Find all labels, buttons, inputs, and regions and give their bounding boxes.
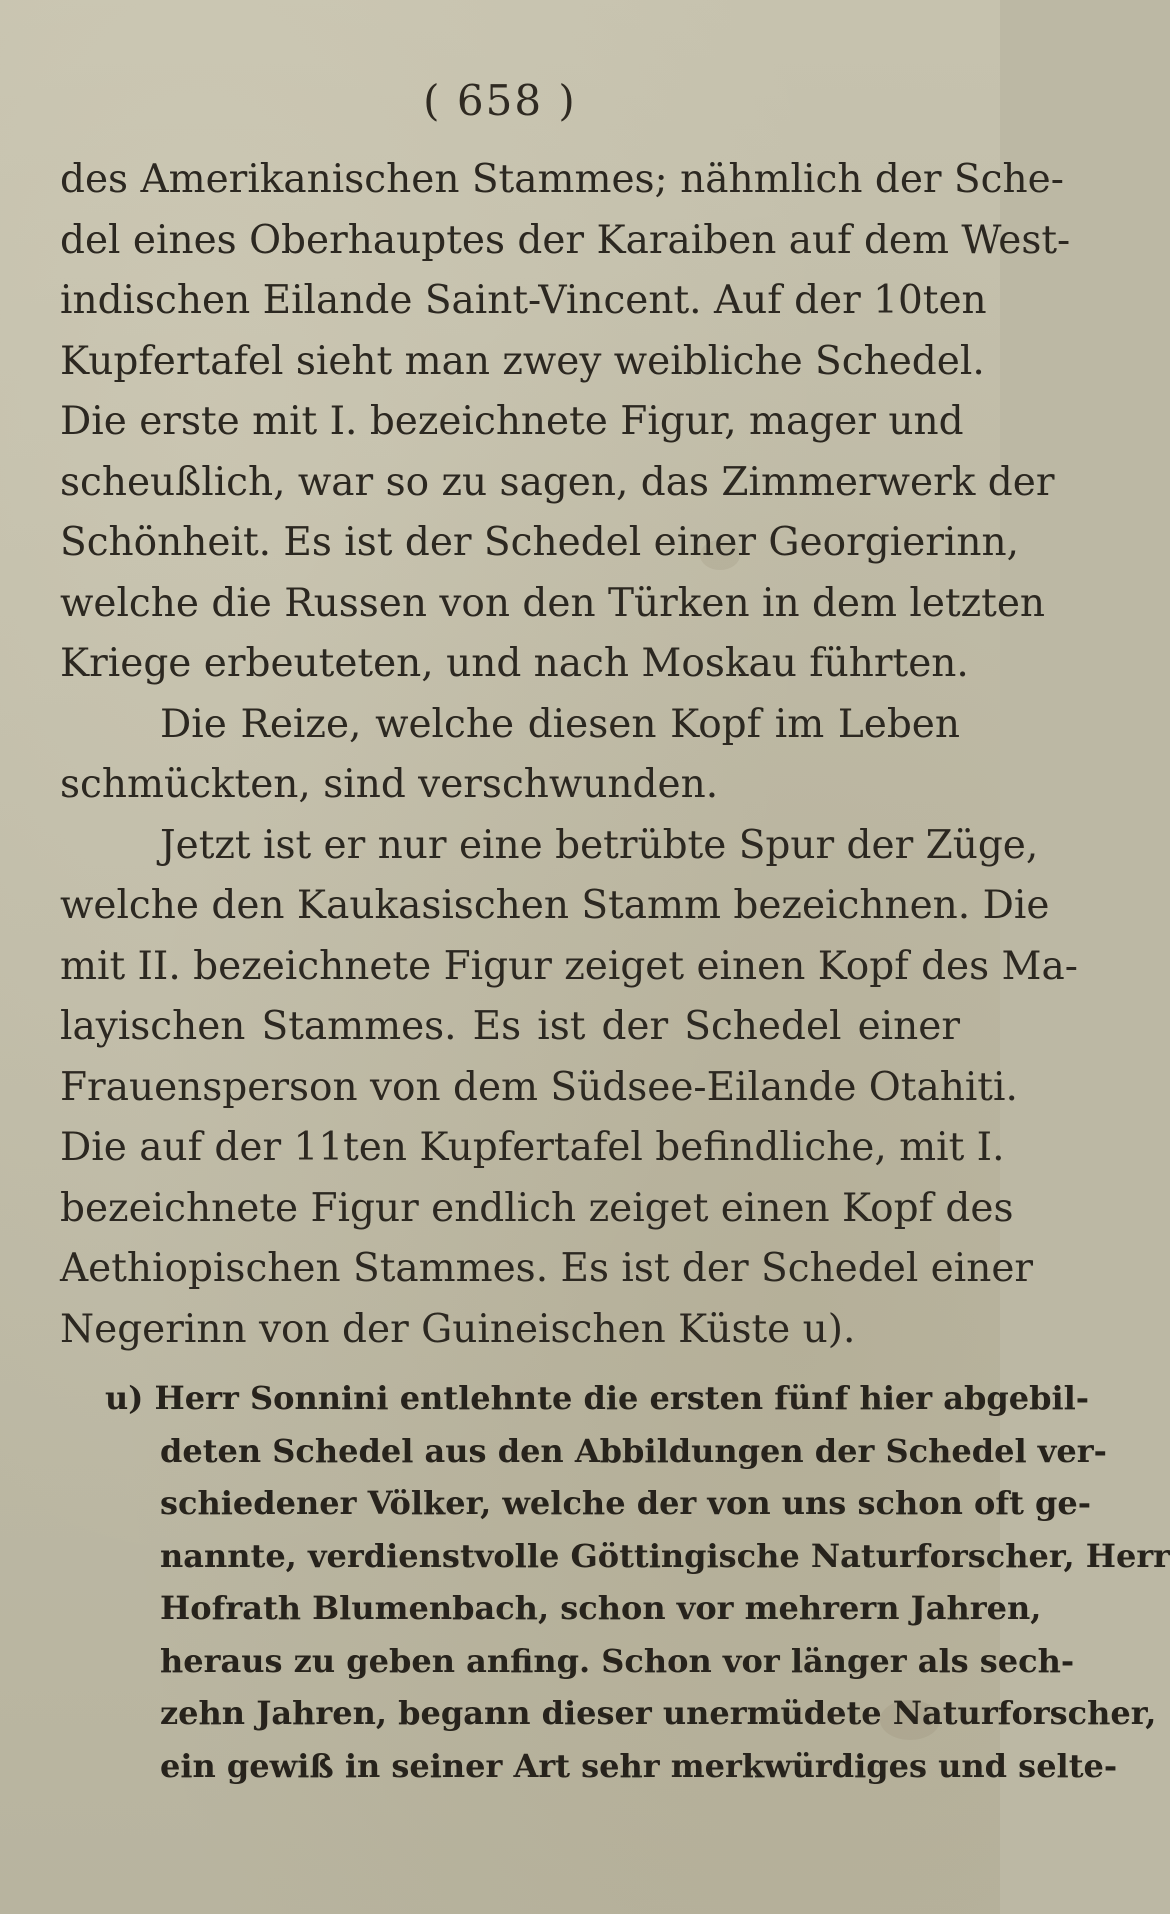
footnote-line: ein gewiß in seiner Art sehr merkwürdiges und selte- [160, 1746, 1118, 1785]
footnote-line: schiedener Völker, welche der von uns schon oft ge- [160, 1484, 1092, 1522]
text-line: Die auf der 11ten Kupfertafel befindliche, mit I. [60, 1125, 1005, 1170]
footnote-block [105, 1372, 1170, 1792]
paragraph-first-line: Die Reize, welche diesen Kopf im Leben [160, 701, 960, 747]
text-line: del eines Oberhauptes der Karaiben auf dem West- [60, 217, 1071, 263]
text-line: bezeichnete Figur endlich zeiget einen Kopf des [60, 1185, 1014, 1231]
paragraph-first-line: Jetzt ist er nur eine betrübte Spur der Züge, [160, 822, 1039, 868]
footnote-line: heraus zu geben anfing. Schon vor länger als sech- [160, 1641, 1075, 1680]
footnote-line: zehn Jahren, begann dieser unermüdete Naturforscher, [160, 1694, 1157, 1732]
text-line: Negerinn von der Guineischen Küste u). [60, 1306, 856, 1352]
text-line: Schönheit. Es ist der Schedel einer Georgierinn, [60, 520, 1020, 565]
text-line: Aethiopischen Stammes. Es ist der Schedel einer [60, 1246, 1034, 1291]
footnote-line: Hofrath Blumenbach, schon vor mehrern Jahren, [160, 1589, 1042, 1627]
text-line: scheußlich, war so zu sagen, das Zimmerwerk der [60, 459, 1055, 505]
text-line: layischen Stammes. Es ist der Schedel einer [60, 1004, 960, 1049]
text-line: schmückten, sind verschwunden. [60, 762, 719, 807]
text-line: indischen Eilande Saint-Vincent. Auf der 10ten [60, 278, 987, 323]
page-number: ( 658 ) [423, 76, 577, 125]
footnote-line: u) Herr Sonnini entlehnte die ersten fünf hier abgebil- [105, 1379, 1090, 1417]
text-line: Die erste mit I. bezeichnete Figur, mager und [60, 399, 964, 444]
text-line: mit II. bezeichnete Figur zeiget einen Kopf des Ma- [60, 943, 1078, 989]
text-line: welche den Kaukasischen Stamm bezeichnen. Die [60, 883, 1050, 928]
text-line: Kupfertafel sieht man zwey weibliche Schedel. [60, 338, 985, 384]
text-line: Kriege erbeuteten, und nach Moskau führten. [60, 641, 969, 686]
footnote-line: deten Schedel aus den Abbildungen der Schedel ver- [160, 1431, 1107, 1470]
text-line: welche die Russen von den Türken in dem letzten [60, 580, 1046, 626]
footnote-line: nannte, verdienstvolle Göttingische Naturforscher, Herr [160, 1536, 1170, 1575]
main-text-block [60, 150, 1078, 1360]
text-line: des Amerikanischen Stammes; nähmlich der Sche- [60, 157, 1064, 202]
text-line: Frauensperson von dem Südsee-Eilande Otahiti. [60, 1064, 1018, 1110]
